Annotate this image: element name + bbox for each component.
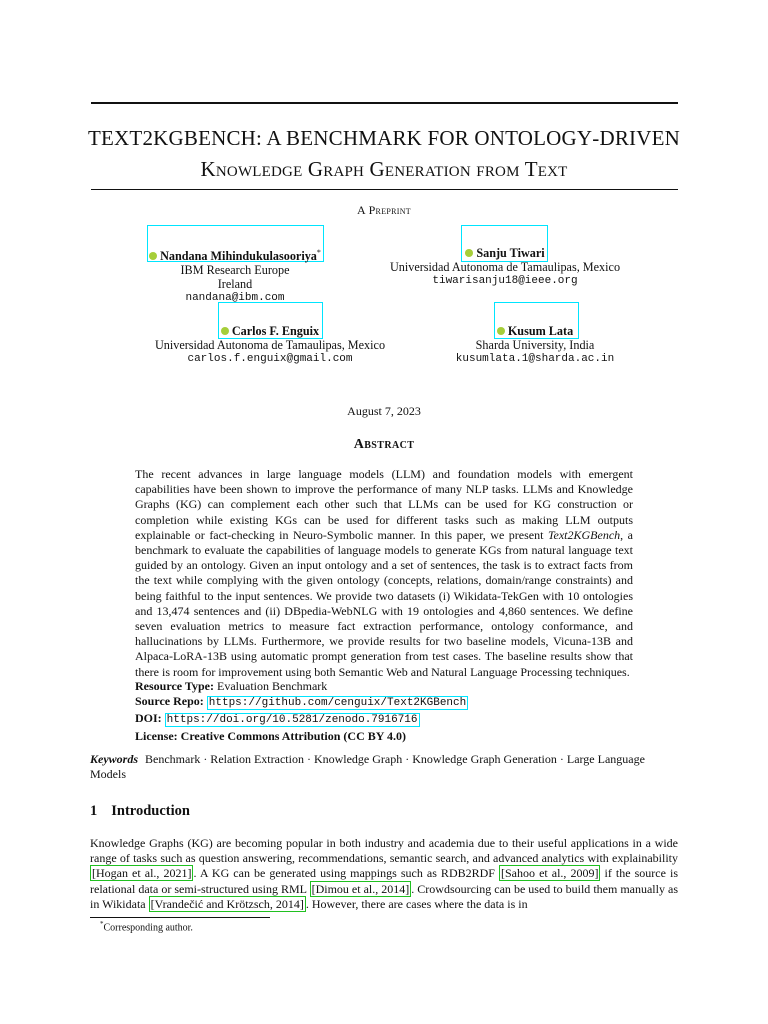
preprint-label: A Preprint bbox=[356, 203, 411, 217]
source-repo-link[interactable]: https://github.com/cenguix/Text2KGBench bbox=[208, 697, 467, 710]
orcid-icon[interactable] bbox=[497, 327, 505, 335]
author-name[interactable]: Kusum Lata bbox=[420, 324, 650, 338]
author-block bbox=[420, 324, 650, 366]
paper-title bbox=[60, 123, 708, 185]
doi-link[interactable]: https://doi.org/10.5281/zenodo.7916716 bbox=[166, 714, 418, 727]
citation-link[interactable]: [Vrandečić and Krötzsch, 2014] bbox=[150, 896, 304, 911]
author-affiliation: Sharda University, India bbox=[475, 338, 595, 352]
author-email[interactable]: nandana@ibm.com bbox=[185, 292, 285, 305]
title-bottom-rule bbox=[91, 189, 678, 190]
source-repo: Source Repo: https://github.com/cenguix/Text2KGBench bbox=[135, 694, 467, 710]
orcid-icon[interactable] bbox=[149, 252, 157, 260]
resource-type: Resource Type: Evaluation Benchmark bbox=[135, 679, 328, 693]
author-email[interactable]: kusumlata.1@sharda.ac.in bbox=[455, 353, 615, 365]
author-affiliation: Universidad Autonoma de Tamaulipas, Mexico bbox=[389, 260, 621, 274]
introduction-paragraph: Knowledge Graphs (KG) are becoming popular in both industry and academia due to their useful applications in a wide range of tasks such as question answering, recommendations, semantic search, and advanced analytics with explainability [Hogan et al., 2021] . A KG can be generated using mappings such as RDB2RDF [Sahoo et al., 2009] if the source is relational data or semi-structured using RML [Dimou et al., 2014] . Crowdsourcing can be used to build them manually as in Wikidata [Vrandečić and Krötzsch, 2014] . However, there are cases where the data is in bbox=[90, 836, 679, 911]
author-affiliation: Universidad Autonoma de Tamaulipas, Mexico bbox=[154, 338, 386, 352]
author-block bbox=[370, 246, 640, 288]
author-affiliation: IBM Research Europe bbox=[180, 263, 290, 278]
doi: DOI: https://doi.org/10.5281/zenodo.7916716 bbox=[135, 711, 418, 727]
footnote-rule bbox=[90, 917, 270, 918]
footnote: *Corresponding author. bbox=[100, 920, 193, 934]
title-line-1: TEXT2KGBENCH: A BENCHMARK FOR ONTOLOGY-DRIVEN bbox=[87, 126, 681, 150]
author-country: Ireland bbox=[217, 277, 253, 292]
keywords: Keywords Benchmark · Relation Extraction · Knowledge Graph · Knowledge Graph Generation · Large Language Models bbox=[90, 752, 645, 782]
citation-link[interactable]: [Dimou et al., 2014] bbox=[311, 881, 410, 896]
author-email[interactable]: carlos.f.enguix@gmail.com bbox=[187, 353, 353, 365]
author-block bbox=[120, 246, 350, 305]
author-name[interactable]: Carlos F. Enguix bbox=[135, 324, 405, 338]
resource-metadata bbox=[135, 679, 633, 744]
title-line-2: Knowledge Graph Generation from Text bbox=[200, 157, 568, 181]
title-top-rule bbox=[91, 102, 678, 104]
section-heading: 1 Introduction bbox=[90, 803, 190, 819]
citation-link[interactable]: [Sahoo et al., 2009] bbox=[501, 866, 599, 881]
orcid-icon[interactable] bbox=[465, 249, 473, 257]
author-email[interactable]: tiwarisanju18@ieee.org bbox=[432, 275, 578, 287]
publication-date: August 7, 2023 bbox=[347, 404, 421, 418]
license: License: Creative Commons Attribution (CC BY 4.0) bbox=[135, 728, 406, 743]
author-name[interactable]: Nandana Mihindukulasooriya* bbox=[120, 246, 350, 263]
orcid-icon[interactable] bbox=[221, 327, 229, 335]
author-name[interactable]: Sanju Tiwari bbox=[370, 246, 640, 260]
abstract-body: The recent advances in large language models (LLM) and foundation models with emergent capabilities have been shown to improve the performance of many NLP tasks. LLMs and Knowledge Graphs (KG) can complement each other such that LLMs can be used for KG construction or completion while existing KGs can be used for different tasks such as making LLM outputs explainable or fact-checking in Neuro-Symbolic manner. In this paper, we present Text2KGBench, a benchmark to evaluate the capabilities of language models to generate KGs from natural language text guided by an ontology. Given an input ontology and a set of sentences, the task is to extract facts from the text while complying with the given ontology (concepts, relations, domain/range constraints) and being faithful to the input sentences. We provide two datasets (i) Wikidata-TekGen with 10 ontologies and 13,474 sentences and (ii) DBpedia-WebNLG with 19 ontologies and 4,860 sentences. We define seven evaluation metrics to measure fact extraction performance, ontology conformance, and hallucinations by LLMs. Furthermore, we provide results for two baseline models, Vicuna-13B and Alpaca-LoRA-13B using automatic prompt generation from test cases. The baseline results show that there is room for improvement using both Semantic Web and Natural Language Processing techniques. bbox=[135, 467, 634, 679]
author-block bbox=[135, 324, 405, 366]
abstract-heading: Abstract bbox=[353, 437, 415, 452]
citation-link[interactable]: [Hogan et al., 2021] bbox=[92, 866, 192, 881]
